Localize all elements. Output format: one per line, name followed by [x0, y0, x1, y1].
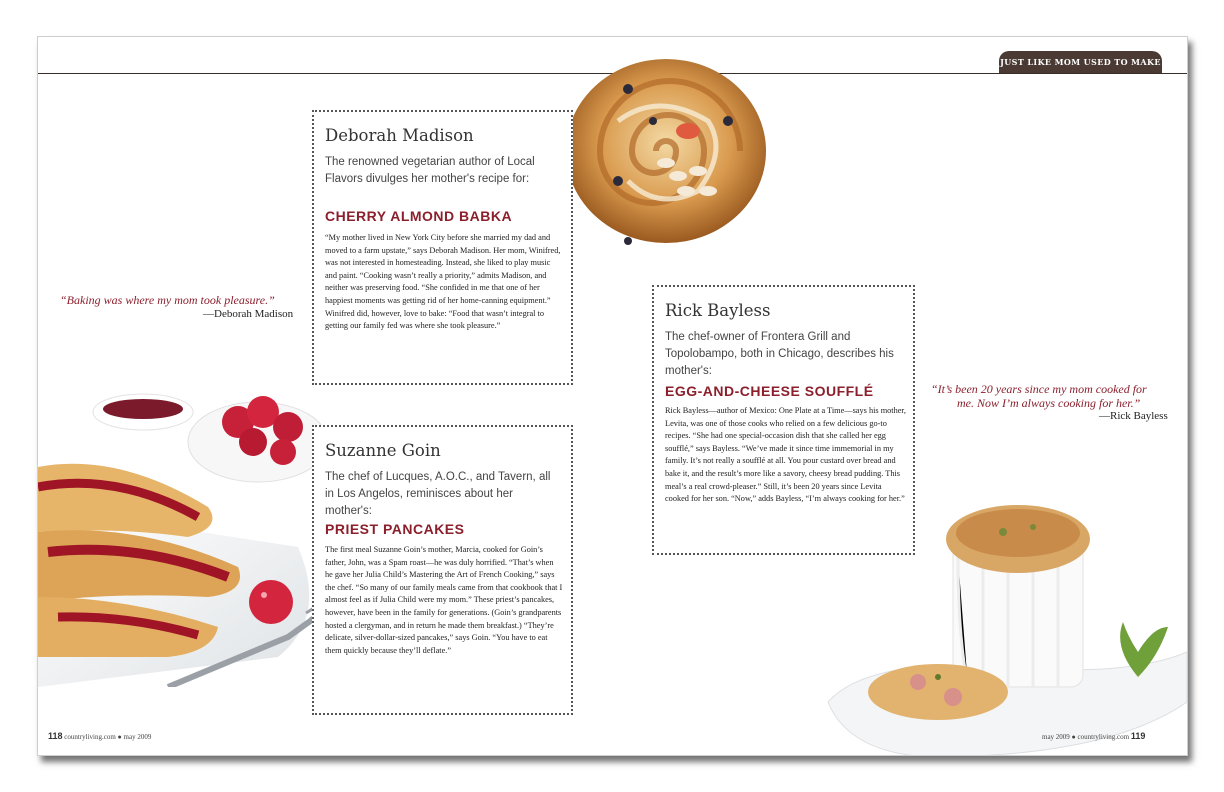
pull-quote-madison: “Baking was where my mom took pleasure.” [60, 293, 275, 307]
chef-name: Rick Bayless [665, 301, 771, 320]
recipe-body: The first meal Suzanne Goin’s mother, Marcia, cooked for Goin’s father, John, was a Spam roast—he was duly horrified. “That’s when he gave her Julia Child’s Mastering the Art of French Cooking,” says the chef. “So many of our family meals came from that cookbook that I almost feel as if Julia Child were my mom.” These priest’s pancakes, however, have been in the family for generations. (Goin’s grandparents hosted a clergyman, and in return he made them breakfast.) “They’re delicate, silver-dollar-sized pancakes,” says Goin. “You have to eat them quickly because they’ll deflate.” [325, 545, 563, 655]
magazine-spread [37, 36, 1188, 756]
folio-right [1042, 731, 1145, 741]
recipe-card-bayless [652, 285, 915, 555]
chef-intro: The chef-owner of Frontera Grill and Topolobampo, both in Chicago, describes his mother's: [665, 331, 894, 377]
folio-left [48, 731, 151, 741]
pull-quote-bayless-line2: me. Now I’m always cooking for her.” [957, 396, 1141, 410]
babka-pastry-image [558, 51, 768, 249]
chef-name: Deborah Madison [325, 126, 474, 145]
pancakes-image [38, 357, 338, 687]
chef-name: Suzanne Goin [325, 441, 441, 460]
page-number: 118 [48, 731, 63, 741]
recipe-body: “My mother lived in New York City before she married my dad and moved to a farm upstate,” says Deborah Madison. Her mom, Winifred, was not interested in homesteading. Instead, she liked to play music and paint. “Cooking wasn’t really a priority,” admits Madison, and neither was preserving food. “She confided in me that one of her happiest moments was getting rid of her home-canning equipment.” Winifred did, however, love to bake: “Food that wasn’t integral to getting our family fed was where she took pleasure.” [325, 233, 561, 331]
chef-intro: The renowned vegetarian author of Local Flavors divulges her mother's recipe for: [325, 156, 535, 185]
recipe-card-goin [312, 425, 573, 715]
section-tab: JUST LIKE MOM USED TO MAKE [999, 51, 1162, 73]
recipe-title: CHERRY ALMOND BABKA [325, 208, 513, 224]
recipe-title: PRIEST PANCAKES [325, 521, 465, 537]
quote-attribution: —Rick Bayless [1099, 410, 1168, 422]
page-number: 119 [1130, 731, 1146, 741]
recipe-body: Rick Bayless—author of Mexico: One Plate at a Time—says his mother, Levita, was one of those cooks who relied on a few delicious go-to recipes. “She had one special-occasion dish that she called her egg soufflé,” says Bayless. “We’ve made it since time immemorial in my family. It’s not really a soufflé at all. You pour custard over bread and bake it, and the result’s more like a savory, cheesy bread pudding. This meal’s a real crowd-pleaser.” Still, it’s been 20 years since Levita cooked for her son. “Now,” adds Bayless, “I’m always cooking for her.” [665, 406, 906, 504]
pull-quote-bayless-line1: “It’s been 20 years since my mom cooked for [931, 382, 1147, 396]
chef-intro: The chef of Lucques, A.O.C., and Tavern, all in Los Angelos, reminisces about her mother's: [325, 471, 551, 517]
recipe-card-madison [312, 110, 573, 385]
folio-text: may 2009 ● countryliving.com [1042, 733, 1130, 741]
quote-attribution: —Deborah Madison [203, 308, 294, 320]
folio-text: countryliving.com ● may 2009 [64, 733, 152, 741]
recipe-title: EGG-AND-CHEESE SOUFFLÉ [665, 383, 874, 399]
